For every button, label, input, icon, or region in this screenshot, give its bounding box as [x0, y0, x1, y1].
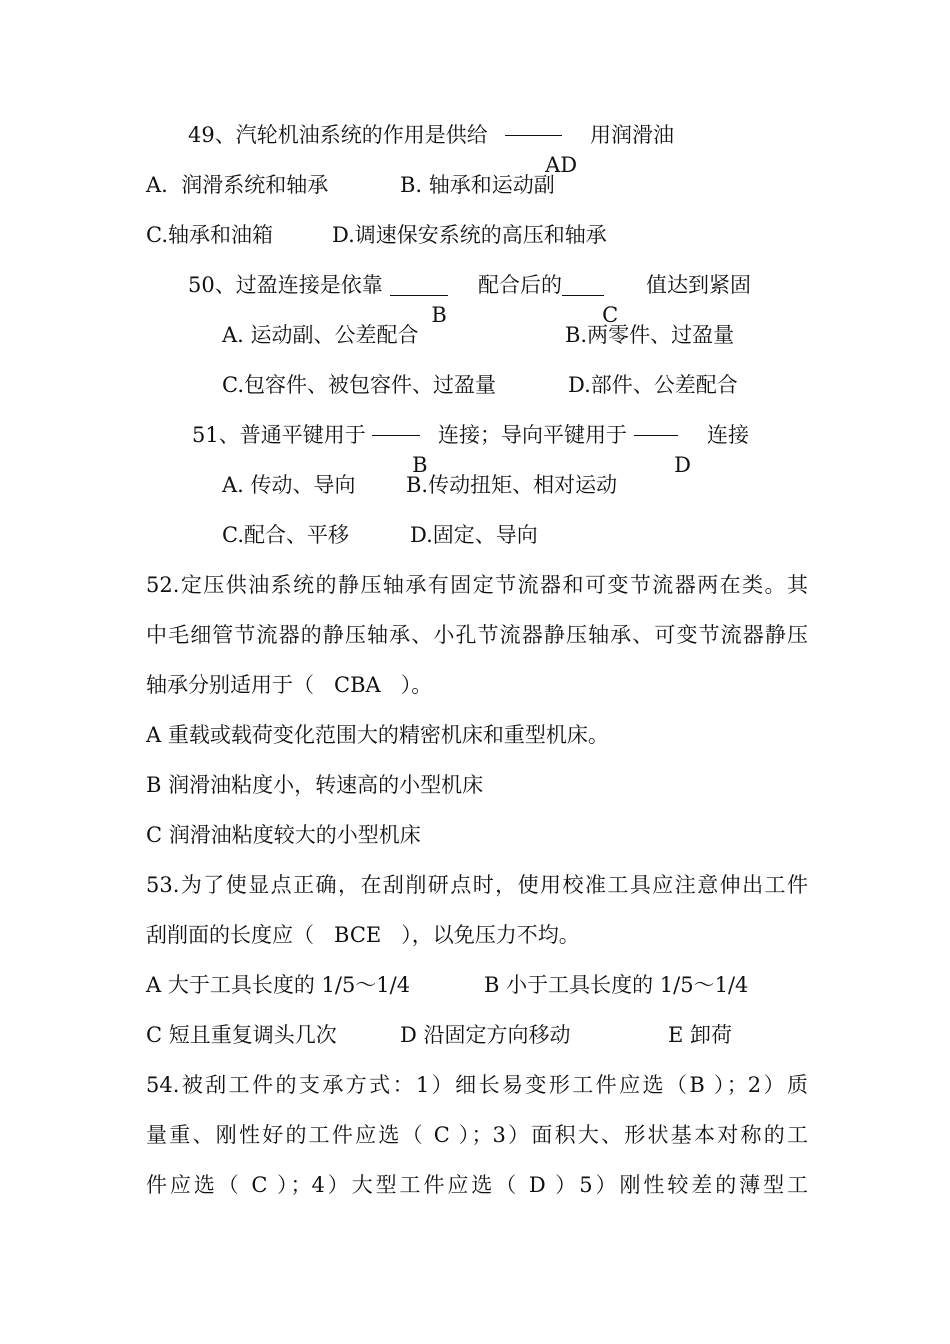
question-51-options-cd — [0, 520, 538, 550]
question-49-options-cd — [0, 220, 607, 250]
question-52-line-3 — [0, 670, 433, 700]
question-50-options-cd — [0, 370, 738, 400]
question-text: 配合后的 — [478, 273, 562, 297]
answer-blank — [390, 270, 448, 327]
option-a: A. 传动、导向 — [222, 473, 356, 497]
option-d: D.固定、导向 — [410, 523, 538, 547]
question-text: 值达到紧固 — [646, 273, 751, 297]
option-c: C 润滑油粘度较大的小型机床 — [146, 823, 421, 847]
option-c: C.配合、平移 — [222, 523, 349, 547]
question-text: 连接；导向平键用于 — [438, 423, 627, 447]
option-c: C.轴承和油箱 — [146, 223, 273, 247]
question-53-options-cde — [0, 1020, 733, 1050]
question-52-option-a — [0, 720, 609, 750]
question-52-option-c — [0, 820, 421, 850]
question-49-options-ab — [0, 170, 555, 200]
option-b: B 润滑油粘度小，转速高的小型机床 — [146, 773, 484, 797]
question-text: 连接 — [707, 423, 749, 447]
question-53-options-ab — [0, 970, 749, 1000]
option-d: D.调速保安系统的高压和轴承 — [332, 223, 607, 247]
option-b: B.两零件、过盈量 — [565, 323, 735, 347]
question-52-option-b — [0, 770, 484, 800]
strike-line — [372, 435, 420, 436]
answer-blank — [634, 420, 691, 477]
option-e: E 卸荷 — [668, 1023, 733, 1047]
option-b: B.传动扭矩、相对运动 — [406, 473, 618, 497]
answer-blank — [505, 120, 578, 177]
option-c: C.包容件、被包容件、过盈量 — [222, 373, 496, 397]
option-a: A 大于工具长度的 1/5～1/4 — [146, 973, 411, 997]
question-50-stem — [0, 270, 751, 327]
question-52-line-2: 中毛细管节流器的静压轴承、小孔节流器静压轴承、可变节流器静压 — [146, 623, 808, 647]
strike-line — [505, 135, 562, 136]
option-b: B 小于工具长度的 1/5～1/4 — [484, 973, 749, 997]
answer-text: B — [412, 453, 428, 477]
question-54-line-2: 量重、刚性好的工件应选（ C ）；3）面积大、形状基本对称的工 — [146, 1123, 808, 1147]
question-53-line-2 — [0, 920, 580, 950]
option-a: A 重载或载荷变化范围大的精密机床和重型机床。 — [146, 723, 609, 747]
question-text: 刮削面的长度应（ BCE ），以免压力不均。 — [146, 923, 580, 947]
answer-text: AD — [545, 153, 578, 177]
question-53-line-1: 53.为了使显点正确，在刮削研点时，使用校准工具应注意伸出工件 — [146, 873, 808, 897]
option-a: A. 运动副、公差配合 — [222, 323, 419, 347]
question-text: 轴承分别适用于（ CBA ）。 — [146, 673, 433, 697]
answer-blank — [372, 420, 428, 477]
option-c: C 短且重复调头几次 — [146, 1023, 337, 1047]
option-b: B. 轴承和运动副 — [400, 173, 555, 197]
strike-line — [634, 435, 678, 436]
option-a: A. 润滑系统和轴承 — [146, 173, 329, 197]
question-text: 用润滑油 — [590, 123, 674, 147]
answer-blank — [562, 270, 619, 327]
question-54-line-3: 件应选（ C ）；4）大型工件应选（ D ）5）刚性较差的薄型工 — [146, 1173, 808, 1197]
question-49-stem — [0, 120, 674, 177]
question-text: 51、普通平键用于 — [192, 423, 366, 447]
underline — [390, 295, 448, 296]
question-51-stem — [0, 420, 749, 477]
question-51-options-ab — [0, 470, 618, 500]
question-text: 50、过盈连接是依靠 — [188, 273, 383, 297]
underline — [562, 295, 604, 296]
question-text: 49、汽轮机油系统的作用是供给 — [188, 123, 488, 147]
answer-text: B — [431, 303, 447, 327]
option-d: D 沿固定方向移动 — [400, 1023, 571, 1047]
answer-text: C — [602, 303, 619, 327]
question-54-line-1: 54.被刮工件的支承方式：1）细长易变形工件应选（B ）；2）质 — [146, 1073, 808, 1097]
question-52-line-1: 52.定压供油系统的静压轴承有固定节流器和可变节流器两在类。其 — [146, 573, 808, 597]
question-50-options-ab — [0, 320, 735, 350]
option-d: D.部件、公差配合 — [568, 373, 738, 397]
answer-text: D — [674, 453, 691, 477]
